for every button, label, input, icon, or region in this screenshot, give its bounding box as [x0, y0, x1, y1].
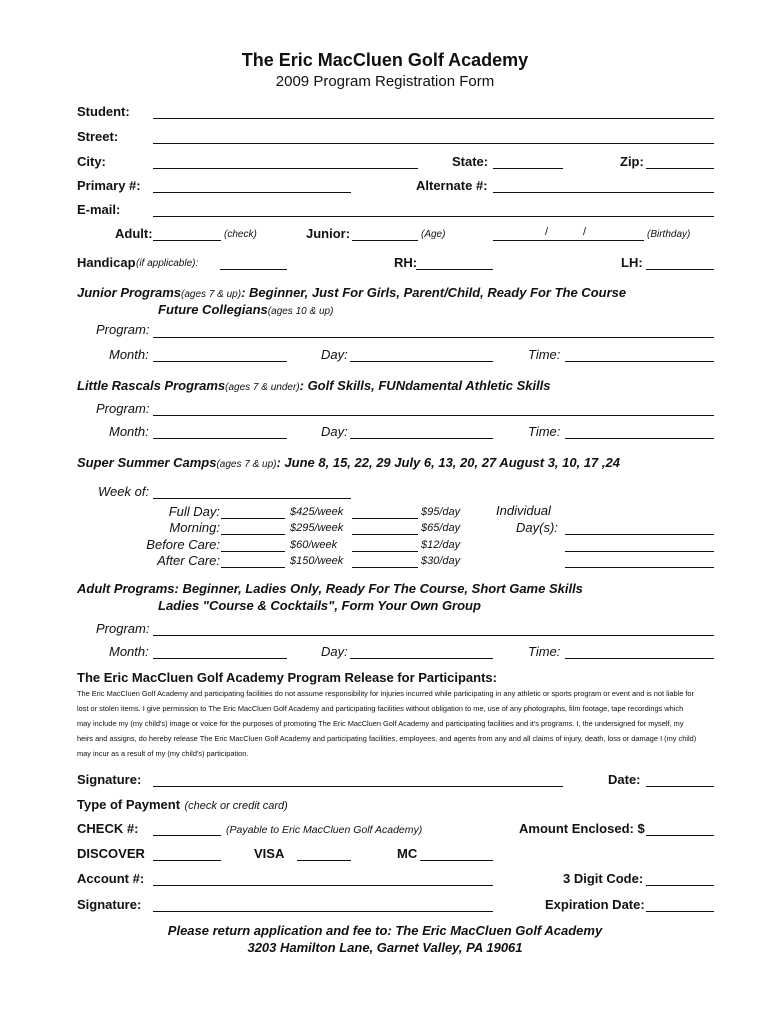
junior-month-field[interactable] [153, 361, 287, 362]
adult-label: Adult: [115, 226, 153, 241]
birthday-separator: / [545, 226, 549, 238]
alternate-phone-label: Alternate #: [416, 178, 488, 193]
junior-age-field[interactable] [352, 240, 418, 241]
zip-label: Zip: [620, 154, 644, 169]
alternate-phone-field[interactable] [493, 192, 714, 193]
before-care-label: Before Care: [146, 537, 220, 552]
time-label: Time: [528, 424, 561, 439]
primary-phone-field[interactable] [153, 192, 351, 193]
month-label: Month: [109, 644, 149, 659]
rh-label: RH: [394, 255, 418, 270]
future-collegians-age: (ages 10 & up) [267, 306, 334, 317]
email-label: E-mail: [77, 202, 121, 217]
payment-type-label: Type of Payment [77, 797, 181, 812]
summer-camps-heading [77, 454, 620, 472]
zip-field[interactable] [646, 168, 714, 169]
footer-address: 3203 Hamilton Lane, Garnet Valley, PA 19061 [247, 940, 523, 955]
state-label: State: [452, 154, 489, 169]
primary-phone-label: Primary #: [77, 178, 141, 193]
payment-type [77, 796, 288, 814]
little-rascals-list: : Golf Skills, FUNdamental Athletic Skills [299, 378, 551, 393]
before-care-day-field[interactable] [352, 551, 418, 552]
date-label: Date: [608, 772, 641, 787]
rascals-time-field[interactable] [565, 438, 714, 439]
future-collegians-title: Future Collegians [158, 302, 268, 317]
full-day-day-price: $95/day [421, 506, 461, 518]
summer-camps-age: (ages 7 & up) [216, 459, 277, 470]
morning-day-field[interactable] [352, 534, 418, 535]
rh-field[interactable] [416, 269, 493, 270]
discover-field[interactable] [153, 860, 221, 861]
date-field[interactable] [646, 786, 714, 787]
payment-type-note: (check or credit card) [184, 800, 288, 812]
summer-camps-title: Super Summer Camps [77, 455, 217, 470]
release-text: The Eric MacCluen Golf Academy and participating facilities do not assume responsibility for injuries incurred while participating in any athletic or sports program or event and is not liable for lost or stolen items. I give permission to The Eric MacCluen Golf Academy and participating facilities without obligation to me, use of any photographs, film footage, tape recordings which may include my (my child's) image or voice for the purposes of promoting The Eric MacCluen Golf Academy and participating facilities and it's programs. I, the undersigned for myself, my heirs and assigns, do hereby release The Eric MacCluen Golf Academy and participating facilities, employees, and agents from any and all claims of injury, death, loss or damage I (my child) may incur as a result of my (my child's) participation. [77, 689, 697, 758]
expiration-field[interactable] [646, 911, 714, 912]
adult-program-field[interactable] [153, 635, 714, 636]
individual-days-field[interactable] [565, 551, 714, 552]
signature-field[interactable] [153, 786, 563, 787]
card-signature-label: Signature: [77, 897, 142, 912]
junior-programs-heading [77, 284, 626, 302]
rascals-month-field[interactable] [153, 438, 287, 439]
adult-month-field[interactable] [153, 658, 287, 659]
student-label: Student: [77, 104, 130, 119]
footer-return: Please return application and fee to: The Eric MacCluen Golf Academy [167, 923, 603, 938]
after-care-label: After Care: [157, 553, 220, 568]
junior-day-field[interactable] [350, 361, 493, 362]
page-title: The Eric MacCluen Golf Academy [241, 50, 529, 70]
expiration-label: Expiration Date: [545, 897, 645, 912]
before-care-week-price: $60/week [290, 539, 338, 551]
state-field[interactable] [493, 168, 563, 169]
mc-label: MC [397, 846, 418, 861]
digit-code-label: 3 Digit Code: [563, 871, 644, 886]
day-label: Day: [321, 347, 348, 362]
street-label: Street: [77, 129, 119, 144]
adult-note: (check) [224, 229, 257, 240]
morning-week-price: $295/week [290, 522, 344, 534]
days-label: Day(s): [516, 520, 558, 535]
little-rascals-title: Little Rascals Programs [77, 378, 226, 393]
full-day-day-field[interactable] [352, 518, 418, 519]
lh-label: LH: [621, 255, 643, 270]
week-of-label: Week of: [98, 484, 150, 499]
junior-note: (Age) [421, 229, 446, 240]
handicap-note: (if applicable): [136, 258, 199, 269]
after-care-week-field[interactable] [221, 567, 285, 568]
adult-programs-heading: Adult Programs: Beginner, Ladies Only, Ready For The Course, Short Game Skills [77, 581, 583, 596]
discover-label: DISCOVER [77, 846, 145, 861]
check-number-field[interactable] [153, 835, 221, 836]
program-label: Program: [96, 401, 150, 416]
junior-programs-list: : Beginner, Just For Girls, Parent/Child, Ready For The Course [241, 285, 627, 300]
card-signature-field[interactable] [153, 911, 493, 912]
before-care-day-price: $12/day [421, 539, 461, 551]
program-label: Program: [96, 621, 150, 636]
morning-week-field[interactable] [221, 534, 285, 535]
amount-label: Amount Enclosed: $ [519, 821, 645, 836]
digit-code-field[interactable] [646, 885, 714, 886]
city-field[interactable] [153, 168, 418, 169]
birthday-note: (Birthday) [647, 229, 691, 240]
junior-program-field[interactable] [153, 337, 714, 338]
individual-days-field[interactable] [565, 567, 714, 568]
future-collegians [158, 301, 333, 319]
lh-field[interactable] [646, 269, 714, 270]
adult-programs-line2: Ladies "Course & Cocktails", Form Your Own Group [158, 598, 481, 613]
after-care-day-price: $30/day [421, 555, 461, 567]
day-label: Day: [321, 644, 348, 659]
check-label: CHECK #: [77, 821, 139, 836]
page-subtitle: 2009 Program Registration Form [275, 73, 495, 90]
before-care-week-field[interactable] [221, 551, 285, 552]
individual-label: Individual [496, 503, 551, 518]
handicap-label: Handicap [77, 255, 136, 270]
after-care-week-price: $150/week [290, 555, 344, 567]
check-note: (Payable to Eric MacCluen Golf Academy) [226, 824, 423, 836]
rascals-program-field[interactable] [153, 415, 714, 416]
student-field[interactable] [153, 118, 714, 119]
junior-time-field[interactable] [565, 361, 714, 362]
program-label: Program: [96, 322, 150, 337]
time-label: Time: [528, 644, 561, 659]
signature-label: Signature: [77, 772, 142, 787]
full-day-week-field[interactable] [221, 518, 285, 519]
time-label: Time: [528, 347, 561, 362]
account-field[interactable] [153, 885, 493, 886]
after-care-day-field[interactable] [352, 567, 418, 568]
email-field[interactable] [153, 216, 714, 217]
handicap-field[interactable] [220, 269, 287, 270]
adult-day-field[interactable] [350, 658, 493, 659]
account-label: Account #: [77, 871, 145, 886]
summer-camps-dates: : June 8, 15, 22, 29 July 6, 13, 20, 27 August 3, 10, 17 ,24 [276, 455, 620, 470]
rascals-day-field[interactable] [350, 438, 493, 439]
full-day-week-price: $425/week [290, 506, 344, 518]
visa-label: VISA [254, 846, 285, 861]
birthday-field[interactable] [493, 240, 644, 241]
week-of-field[interactable] [153, 498, 351, 499]
month-label: Month: [109, 424, 149, 439]
junior-programs-age: (ages 7 & up) [181, 289, 242, 300]
morning-day-price: $65/day [421, 522, 461, 534]
city-label: City: [77, 154, 106, 169]
month-label: Month: [109, 347, 149, 362]
junior-programs-title: Junior Programs [77, 285, 182, 300]
day-label: Day: [321, 424, 348, 439]
morning-label: Morning: [169, 520, 220, 535]
adult-time-field[interactable] [565, 658, 714, 659]
amount-field[interactable] [646, 835, 714, 836]
mc-field[interactable] [420, 860, 493, 861]
little-rascals-age: (ages 7 & under) [225, 382, 300, 393]
release-heading: The Eric MacCluen Golf Academy Program Release for Participants: [77, 670, 497, 685]
little-rascals-heading [77, 377, 551, 395]
full-day-label: Full Day: [168, 504, 220, 519]
birthday-separator: / [583, 226, 587, 238]
street-field[interactable] [153, 143, 714, 144]
visa-field[interactable] [297, 860, 351, 861]
junior-label: Junior: [306, 226, 351, 241]
individual-days-field[interactable] [565, 534, 714, 535]
adult-check-field[interactable] [153, 240, 221, 241]
